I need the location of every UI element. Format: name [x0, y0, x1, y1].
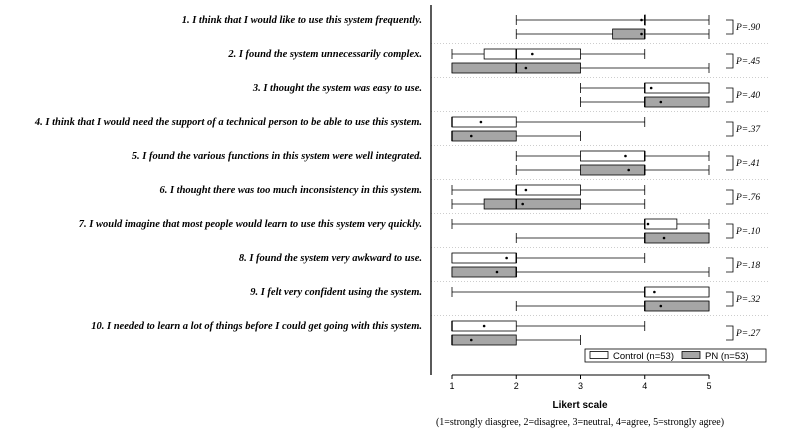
x-tick-label: 2	[513, 381, 519, 391]
p-value-label: P=.18	[736, 261, 761, 271]
mean-marker	[640, 33, 643, 36]
mean-marker	[663, 237, 666, 240]
legend-swatch-pn	[682, 352, 700, 359]
question-row	[452, 253, 709, 277]
mean-marker	[650, 87, 653, 90]
question-label: 3. I thought the system was easy to use.	[252, 83, 422, 94]
p-value-annotations	[726, 20, 761, 340]
mean-marker	[480, 121, 483, 124]
mean-marker	[470, 339, 473, 342]
pn-box	[452, 267, 709, 277]
p-value-label: P=.37	[736, 125, 761, 135]
p-value-bracket	[726, 224, 733, 238]
pn-box	[581, 97, 710, 107]
p-value-label: P=.90	[736, 23, 761, 33]
iqr-box	[581, 165, 645, 175]
iqr-box	[645, 219, 677, 229]
question-label: 2. I found the system unnecessarily complex.	[228, 49, 422, 60]
question-row	[452, 49, 709, 73]
question-row	[516, 151, 709, 175]
control-box	[516, 151, 709, 161]
mean-marker	[483, 325, 486, 328]
legend	[585, 349, 766, 362]
p-value-bracket	[726, 190, 733, 204]
question-row	[452, 117, 645, 141]
control-box	[452, 287, 709, 297]
iqr-box	[613, 29, 645, 39]
control-box	[452, 219, 709, 229]
x-tick-label: 4	[642, 381, 648, 391]
question-row	[452, 185, 645, 209]
iqr-box	[484, 199, 580, 209]
x-tick-label: 1	[449, 381, 455, 391]
pn-box	[452, 335, 581, 345]
question-label: 7. I would imagine that most people would learn to use this system very quickly.	[78, 219, 422, 230]
iqr-box	[452, 335, 516, 345]
question-row	[516, 15, 709, 39]
mean-marker	[496, 271, 499, 274]
question-row	[452, 321, 645, 345]
x-tick-label: 3	[577, 381, 584, 391]
x-axis-title: Likert scale	[552, 400, 608, 411]
mean-marker	[470, 135, 473, 138]
legend-swatch-control	[590, 352, 608, 359]
p-value-bracket	[726, 88, 733, 102]
question-label: 5. I found the various functions in this system were well integrated.	[131, 151, 422, 162]
mean-marker	[505, 257, 508, 260]
legend-label-pn: PN (n=53)	[705, 351, 749, 362]
p-value-label: P=.45	[736, 57, 761, 67]
p-value-bracket	[726, 122, 733, 136]
question-label: 4. I think that I would need the support of a technical person to be able to use this system.	[34, 117, 422, 128]
question-row	[452, 287, 709, 311]
p-value-label: P=.32	[736, 295, 761, 305]
p-value-label: P=.27	[736, 329, 761, 339]
control-box	[581, 83, 710, 93]
x-tick-label: 5	[706, 381, 712, 391]
iqr-box	[452, 117, 516, 127]
pn-box	[452, 131, 581, 141]
mean-marker	[627, 169, 630, 172]
question-label: 9. I felt very confident using the system.	[250, 287, 422, 298]
p-value-bracket	[726, 326, 733, 340]
question-label: 10. I needed to learn a lot of things before I could get going with this system.	[91, 321, 422, 332]
control-box	[452, 253, 645, 263]
control-box	[452, 117, 645, 127]
mean-marker	[640, 19, 643, 22]
p-value-bracket	[726, 292, 733, 306]
iqr-box	[645, 233, 709, 243]
p-value-bracket	[726, 20, 733, 34]
x-axis-note: (1=strongly diasgree, 2=disagree, 3=neutral, 4=agree, 5=strongly agree)	[435, 417, 725, 428]
mean-marker	[647, 223, 650, 226]
mean-marker	[525, 67, 528, 70]
p-value-label: P=.40	[736, 91, 761, 101]
p-value-bracket	[726, 54, 733, 68]
boxplot-area	[452, 15, 709, 345]
pn-box	[516, 29, 709, 39]
mean-marker	[624, 155, 627, 158]
iqr-box	[452, 131, 516, 141]
question-labels	[34, 15, 422, 332]
legend-label-control: Control (n=53)	[613, 351, 674, 362]
iqr-box	[645, 97, 709, 107]
mean-marker	[525, 189, 528, 192]
question-row	[452, 219, 709, 243]
control-box	[452, 49, 645, 59]
pn-box	[516, 165, 709, 175]
control-box	[452, 185, 645, 195]
mean-marker	[653, 291, 656, 294]
pn-box	[516, 301, 709, 311]
control-box	[516, 15, 709, 25]
mean-marker	[521, 203, 524, 206]
control-box	[452, 321, 645, 331]
iqr-box	[581, 151, 645, 161]
p-value-bracket	[726, 258, 733, 272]
p-value-label: P=.41	[736, 159, 761, 169]
mean-marker	[660, 305, 663, 308]
question-label: 6. I thought there was too much inconsistency in this system.	[159, 185, 422, 196]
question-label: 8. I found the system very awkward to use.	[238, 253, 422, 264]
question-row	[581, 83, 710, 107]
pn-box	[516, 233, 709, 243]
iqr-box	[645, 83, 709, 93]
mean-marker	[660, 101, 663, 104]
pn-box	[452, 199, 645, 209]
p-value-label: P=.76	[736, 193, 761, 203]
mean-marker	[531, 53, 534, 56]
p-value-label: P=.10	[736, 227, 761, 237]
p-value-bracket	[726, 156, 733, 170]
pn-box	[452, 63, 709, 73]
question-label: 1. I think that I would like to use this system frequently.	[181, 15, 422, 26]
iqr-box	[645, 301, 709, 311]
iqr-box	[452, 267, 516, 277]
